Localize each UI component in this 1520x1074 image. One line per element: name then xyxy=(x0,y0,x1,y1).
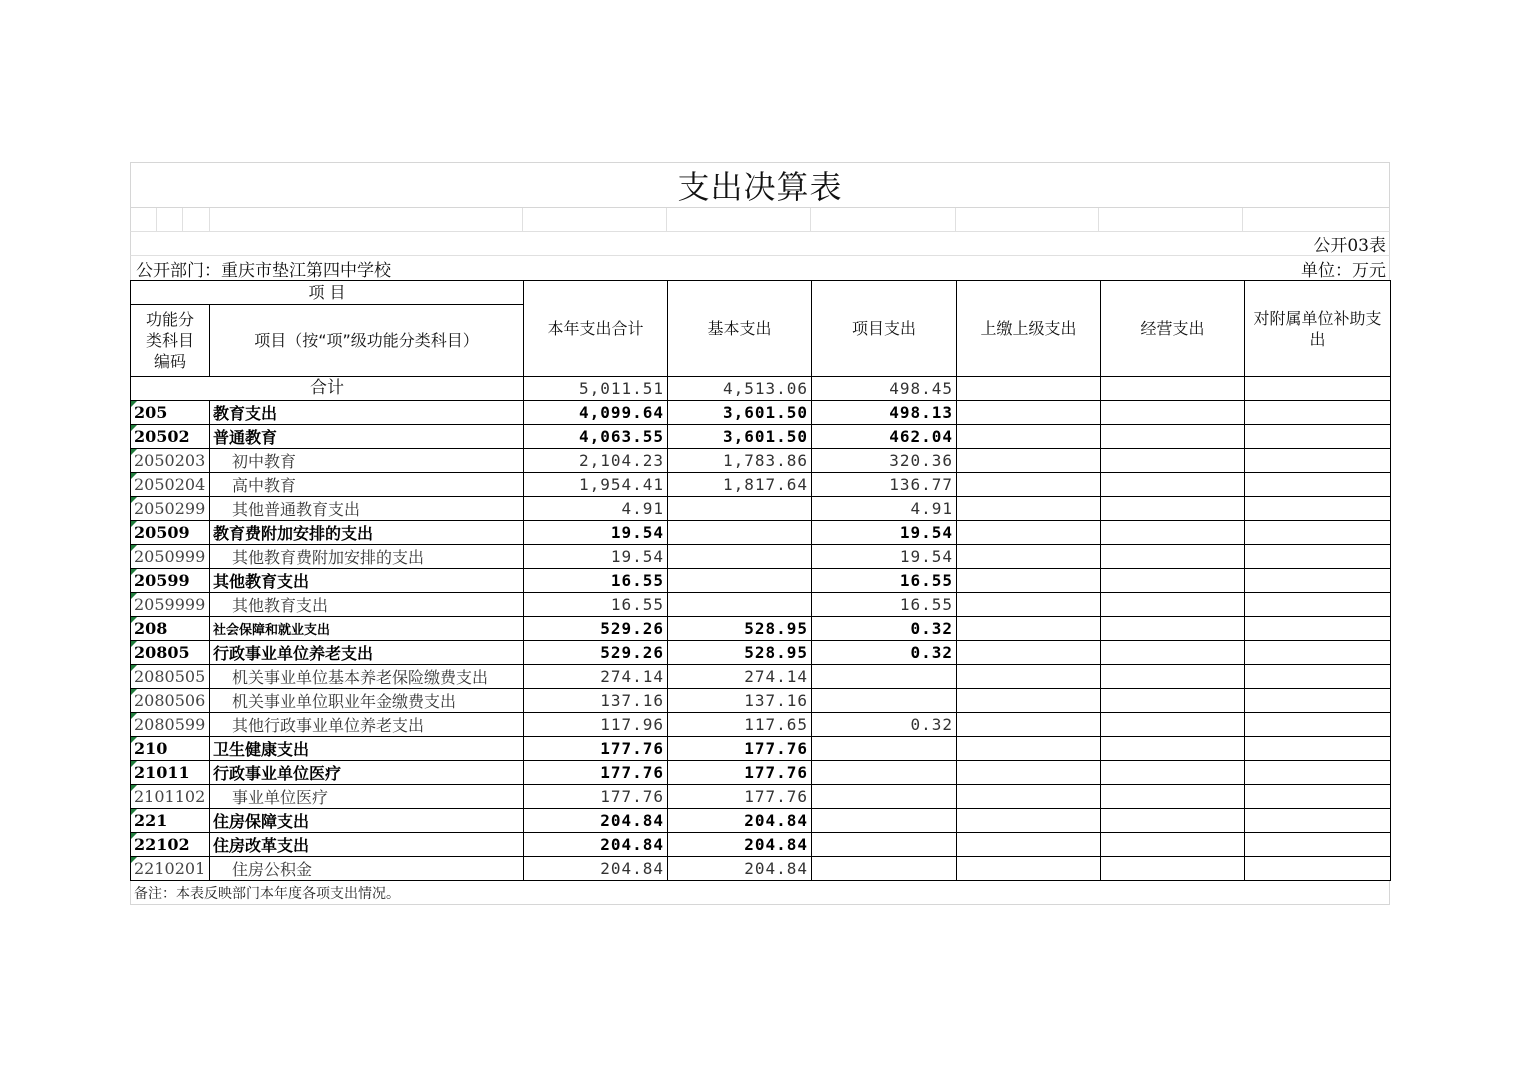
row-basic xyxy=(668,521,812,545)
row-total: 177.76 xyxy=(524,761,668,785)
row-upper xyxy=(957,521,1101,545)
row-project: 19.54 xyxy=(812,545,957,569)
table-row xyxy=(131,689,1391,713)
row-project: 498.13 xyxy=(812,401,957,425)
row-basic: 177.76 xyxy=(668,761,812,785)
form-number: 公开03表 xyxy=(1313,236,1386,256)
row-total: 177.76 xyxy=(524,737,668,761)
table-row xyxy=(131,809,1391,833)
row-upper xyxy=(957,473,1101,497)
row-business xyxy=(1101,497,1245,521)
table-row xyxy=(131,665,1391,689)
row-basic: 3,601.50 xyxy=(668,401,812,425)
row-project xyxy=(812,857,957,881)
row-basic: 177.76 xyxy=(668,785,812,809)
row-business xyxy=(1101,545,1245,569)
header-upper: 上缴上级支出 xyxy=(957,281,1101,377)
row-code: 2080505 xyxy=(131,665,210,689)
row-basic: 177.76 xyxy=(668,737,812,761)
footnote: 备注：本表反映部门本年度各项支出情况。 xyxy=(130,881,1390,905)
row-total: 204.84 xyxy=(524,833,668,857)
row-upper xyxy=(957,689,1101,713)
row-upper xyxy=(957,641,1101,665)
row-name: 普通教育 xyxy=(210,425,524,449)
row-basic: 1,817.64 xyxy=(668,473,812,497)
row-business xyxy=(1101,761,1245,785)
row-subsidiary xyxy=(1245,689,1391,713)
row-project xyxy=(812,737,957,761)
row-project: 0.32 xyxy=(812,641,957,665)
row-name: 社会保障和就业支出 xyxy=(210,617,524,641)
table-row xyxy=(131,641,1391,665)
row-subsidiary xyxy=(1245,665,1391,689)
total-project: 498.45 xyxy=(812,377,957,401)
row-name: 教育支出 xyxy=(210,401,524,425)
row-upper xyxy=(957,857,1101,881)
table-row xyxy=(131,785,1391,809)
row-name: 其他教育支出 xyxy=(210,593,524,617)
row-business xyxy=(1101,617,1245,641)
spreadsheet xyxy=(130,162,1390,905)
row-upper xyxy=(957,785,1101,809)
row-subsidiary xyxy=(1245,713,1391,737)
row-project xyxy=(812,761,957,785)
row-business xyxy=(1101,449,1245,473)
row-project xyxy=(812,665,957,689)
row-code: 205 xyxy=(131,401,210,425)
row-project xyxy=(812,785,957,809)
row-name: 事业单位医疗 xyxy=(210,785,524,809)
row-upper xyxy=(957,401,1101,425)
row-total: 16.55 xyxy=(524,593,668,617)
row-name: 住房公积金 xyxy=(210,857,524,881)
total-row xyxy=(131,377,1391,401)
row-upper xyxy=(957,617,1101,641)
row-upper xyxy=(957,593,1101,617)
row-business xyxy=(1101,833,1245,857)
row-business xyxy=(1101,521,1245,545)
row-business xyxy=(1101,473,1245,497)
row-code: 2080506 xyxy=(131,689,210,713)
row-subsidiary xyxy=(1245,833,1391,857)
row-project xyxy=(812,833,957,857)
row-subsidiary xyxy=(1245,809,1391,833)
row-total: 177.76 xyxy=(524,785,668,809)
row-subsidiary xyxy=(1245,569,1391,593)
row-project: 0.32 xyxy=(812,617,957,641)
row-subsidiary xyxy=(1245,521,1391,545)
header-code: 功能分类科目编码 xyxy=(131,305,210,377)
row-name: 机关事业单位基本养老保险缴费支出 xyxy=(210,665,524,689)
row-total: 117.96 xyxy=(524,713,668,737)
table-row xyxy=(131,449,1391,473)
row-code: 20805 xyxy=(131,641,210,665)
row-basic: 528.95 xyxy=(668,617,812,641)
table-row xyxy=(131,761,1391,785)
table-row xyxy=(131,617,1391,641)
row-total: 529.26 xyxy=(524,617,668,641)
row-business xyxy=(1101,569,1245,593)
row-code: 21011 xyxy=(131,761,210,785)
header-basic: 基本支出 xyxy=(668,281,812,377)
table-row xyxy=(131,497,1391,521)
table-row xyxy=(131,737,1391,761)
row-project xyxy=(812,809,957,833)
row-total: 16.55 xyxy=(524,569,668,593)
row-subsidiary xyxy=(1245,593,1391,617)
row-name: 其他教育费附加安排的支出 xyxy=(210,545,524,569)
row-subsidiary xyxy=(1245,761,1391,785)
row-total: 1,954.41 xyxy=(524,473,668,497)
row-project: 136.77 xyxy=(812,473,957,497)
row-project: 4.91 xyxy=(812,497,957,521)
table-row xyxy=(131,569,1391,593)
row-code: 210 xyxy=(131,737,210,761)
row-basic xyxy=(668,569,812,593)
total-subsidiary xyxy=(1245,377,1391,401)
total-amount: 5,011.51 xyxy=(524,377,668,401)
row-total: 204.84 xyxy=(524,809,668,833)
row-project: 0.32 xyxy=(812,713,957,737)
table-row xyxy=(131,545,1391,569)
header-total: 本年支出合计 xyxy=(524,281,668,377)
row-upper xyxy=(957,833,1101,857)
row-code: 2050204 xyxy=(131,473,210,497)
row-business xyxy=(1101,737,1245,761)
row-basic: 528.95 xyxy=(668,641,812,665)
row-code: 20502 xyxy=(131,425,210,449)
row-code: 208 xyxy=(131,617,210,641)
row-code: 2101102 xyxy=(131,785,210,809)
row-basic: 204.84 xyxy=(668,809,812,833)
expenditure-table xyxy=(130,280,1391,881)
department-label: 公开部门：重庆市垫江第四中学校 xyxy=(136,260,391,281)
row-total: 19.54 xyxy=(524,545,668,569)
row-code: 221 xyxy=(131,809,210,833)
row-basic xyxy=(668,593,812,617)
row-name: 行政事业单位医疗 xyxy=(210,761,524,785)
row-total: 4,063.55 xyxy=(524,425,668,449)
row-total: 529.26 xyxy=(524,641,668,665)
row-upper xyxy=(957,497,1101,521)
row-basic: 117.65 xyxy=(668,713,812,737)
row-total: 4,099.64 xyxy=(524,401,668,425)
row-subsidiary xyxy=(1245,857,1391,881)
row-project: 16.55 xyxy=(812,593,957,617)
row-basic: 1,783.86 xyxy=(668,449,812,473)
row-upper xyxy=(957,569,1101,593)
header-row-1 xyxy=(131,281,1391,305)
header-project: 项 目 xyxy=(131,281,524,305)
total-basic: 4,513.06 xyxy=(668,377,812,401)
row-subsidiary xyxy=(1245,545,1391,569)
row-total: 204.84 xyxy=(524,857,668,881)
row-total: 19.54 xyxy=(524,521,668,545)
row-upper xyxy=(957,545,1101,569)
table-row xyxy=(131,473,1391,497)
unit-label: 单位：万元 xyxy=(1301,260,1386,281)
row-subsidiary xyxy=(1245,449,1391,473)
header-business: 经营支出 xyxy=(1101,281,1245,377)
row-name: 其他教育支出 xyxy=(210,569,524,593)
table-row xyxy=(131,857,1391,881)
row-basic: 274.14 xyxy=(668,665,812,689)
total-upper xyxy=(957,377,1101,401)
row-subsidiary xyxy=(1245,497,1391,521)
row-basic: 137.16 xyxy=(668,689,812,713)
row-project: 19.54 xyxy=(812,521,957,545)
title-row xyxy=(130,162,1390,208)
row-subsidiary xyxy=(1245,425,1391,449)
row-name: 其他普通教育支出 xyxy=(210,497,524,521)
table-row xyxy=(131,401,1391,425)
form-number-row xyxy=(130,232,1390,256)
empty-grid-row xyxy=(130,208,1390,232)
row-business xyxy=(1101,593,1245,617)
row-code: 2080599 xyxy=(131,713,210,737)
row-upper xyxy=(957,809,1101,833)
row-name: 住房保障支出 xyxy=(210,809,524,833)
table-row xyxy=(131,521,1391,545)
row-basic: 3,601.50 xyxy=(668,425,812,449)
row-upper xyxy=(957,449,1101,473)
row-subsidiary xyxy=(1245,737,1391,761)
row-basic: 204.84 xyxy=(668,833,812,857)
row-project xyxy=(812,689,957,713)
row-code: 22102 xyxy=(131,833,210,857)
row-total: 137.16 xyxy=(524,689,668,713)
row-upper xyxy=(957,737,1101,761)
row-project: 462.04 xyxy=(812,425,957,449)
row-name: 初中教育 xyxy=(210,449,524,473)
header-name: 项目（按“项”级功能分类科目） xyxy=(210,305,524,377)
row-project: 16.55 xyxy=(812,569,957,593)
header-subsidiary: 对附属单位补助支出 xyxy=(1245,281,1391,377)
row-basic xyxy=(668,545,812,569)
table-row xyxy=(131,713,1391,737)
row-code: 20509 xyxy=(131,521,210,545)
row-upper xyxy=(957,761,1101,785)
row-subsidiary xyxy=(1245,473,1391,497)
row-project: 320.36 xyxy=(812,449,957,473)
total-business xyxy=(1101,377,1245,401)
row-name: 行政事业单位养老支出 xyxy=(210,641,524,665)
row-basic xyxy=(668,497,812,521)
department-row xyxy=(130,256,1390,280)
row-business xyxy=(1101,641,1245,665)
row-business xyxy=(1101,713,1245,737)
row-name: 卫生健康支出 xyxy=(210,737,524,761)
row-name: 机关事业单位职业年金缴费支出 xyxy=(210,689,524,713)
row-name: 其他行政事业单位养老支出 xyxy=(210,713,524,737)
table-row xyxy=(131,593,1391,617)
row-code: 2059999 xyxy=(131,593,210,617)
row-total: 4.91 xyxy=(524,497,668,521)
row-subsidiary xyxy=(1245,617,1391,641)
page-title: 支出决算表 xyxy=(677,168,843,206)
row-total: 274.14 xyxy=(524,665,668,689)
row-business xyxy=(1101,425,1245,449)
row-business xyxy=(1101,857,1245,881)
row-name: 住房改革支出 xyxy=(210,833,524,857)
row-business xyxy=(1101,401,1245,425)
table-row xyxy=(131,833,1391,857)
row-code: 2210201 xyxy=(131,857,210,881)
row-name: 教育费附加安排的支出 xyxy=(210,521,524,545)
row-upper xyxy=(957,713,1101,737)
row-code: 2050999 xyxy=(131,545,210,569)
table-row xyxy=(131,425,1391,449)
row-business xyxy=(1101,785,1245,809)
row-name: 高中教育 xyxy=(210,473,524,497)
row-code: 20599 xyxy=(131,569,210,593)
row-code: 2050299 xyxy=(131,497,210,521)
row-business xyxy=(1101,665,1245,689)
header-project-expense: 项目支出 xyxy=(812,281,957,377)
total-label: 合计 xyxy=(131,377,524,401)
row-subsidiary xyxy=(1245,785,1391,809)
row-basic: 204.84 xyxy=(668,857,812,881)
row-subsidiary xyxy=(1245,641,1391,665)
row-code: 2050203 xyxy=(131,449,210,473)
row-subsidiary xyxy=(1245,401,1391,425)
row-business xyxy=(1101,689,1245,713)
row-upper xyxy=(957,665,1101,689)
row-total: 2,104.23 xyxy=(524,449,668,473)
row-upper xyxy=(957,425,1101,449)
row-business xyxy=(1101,809,1245,833)
